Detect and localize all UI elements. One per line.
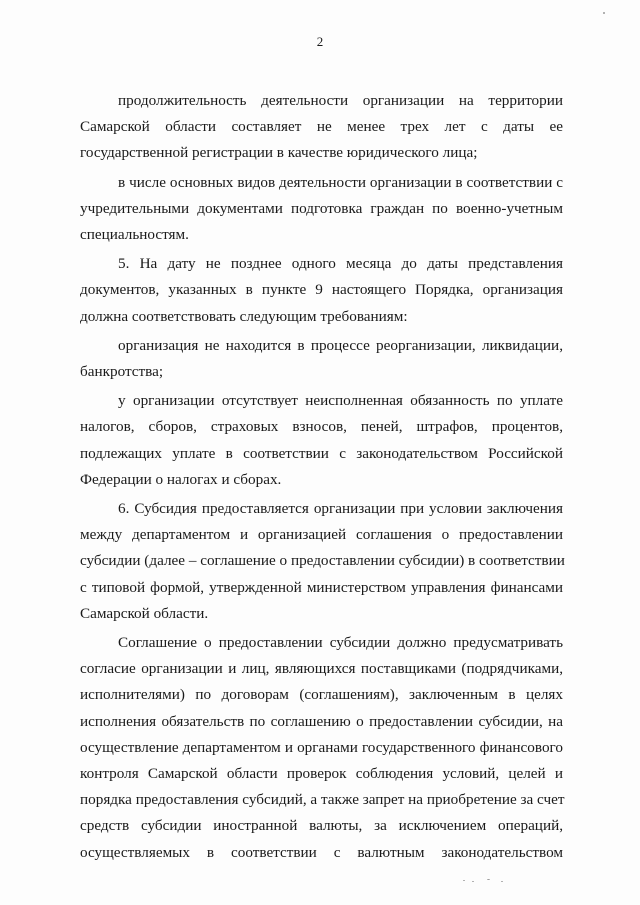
paragraph — [80, 333, 563, 385]
text-line: 5. На дату не позднее одного месяца до даты представления — [118, 255, 563, 273]
text-line: организация не находится в процессе реорганизации, ликвидации, — [118, 336, 563, 354]
text-line: между департаментом и организацией соглашения о предоставлении — [80, 526, 563, 544]
text-line: Федерации о налогах и сборах. — [80, 470, 282, 488]
scan-speck — [603, 12, 605, 14]
text-line: налогов, сборов, страховых взносов, пеней, штрафов, процентов, — [80, 418, 563, 436]
text-line: специальностям. — [80, 226, 189, 244]
text-line: государственной регистрации в качестве юридического лица; — [80, 144, 478, 162]
paragraph — [80, 170, 563, 249]
document-body — [80, 88, 563, 866]
scan-speck — [501, 881, 503, 882]
text-line: контроля Самарской области проверок соблюдения условий, целей и — [80, 765, 563, 783]
text-line: осуществление департаментом и органами государственного финансового — [80, 738, 563, 756]
text-line: с типовой формой, утвержденной министерством управления финансами — [80, 578, 563, 596]
text-line: документов, указанных в пункте 9 настоящего Порядка, организация — [80, 281, 563, 299]
text-line: Соглашение о предоставлении субсидии должно предусматривать — [118, 634, 563, 652]
text-line: Самарской области. — [80, 604, 209, 622]
paragraph — [80, 251, 563, 330]
text-line: субсидии (далее – соглашение о предоставлении субсидии) в соответствии — [80, 552, 565, 570]
text-line: учредительными документами подготовка граждан по военно-учетным — [80, 199, 563, 217]
text-line: Самарской области составляет не менее трех лет с даты ее — [80, 118, 563, 136]
text-line: должна соответствовать следующим требованиям: — [80, 307, 408, 325]
page-number: 2 — [316, 34, 324, 49]
text-line: порядка предоставления субсидий, а также запрет на приобретение за счет — [80, 791, 565, 809]
text-line: 6. Субсидия предоставляется организации при условии заключения — [118, 500, 563, 518]
text-line: исполнения обязательств по соглашению о предоставлении субсидии, на — [80, 712, 563, 730]
text-line: согласие организации и лиц, являющихся поставщиками (подрядчиками, — [80, 660, 563, 678]
text-line: в числе основных видов деятельности организации в соответствии с — [118, 173, 563, 191]
paragraph — [80, 630, 563, 866]
text-line: банкротства; — [80, 363, 164, 381]
scan-speck — [472, 881, 474, 882]
text-line: исполнителями) по договорам (соглашениям), заключенным в целях — [80, 686, 563, 704]
paragraph — [80, 388, 563, 493]
text-line: осуществляемых в соответствии с валютным законодательством — [80, 843, 563, 861]
text-line: у организации отсутствует неисполненная обязанность по уплате — [118, 392, 563, 410]
scan-speck — [463, 880, 465, 881]
text-line: средств субсидии иностранной валюты, за исключением операций, — [80, 817, 563, 835]
scan-speck — [487, 879, 490, 880]
text-line: подлежащих уплате в соответствии с законодательством Российской — [80, 444, 563, 462]
paragraph — [80, 88, 563, 167]
paragraph — [80, 496, 563, 627]
text-line: продолжительность деятельности организации на территории — [118, 92, 563, 109]
